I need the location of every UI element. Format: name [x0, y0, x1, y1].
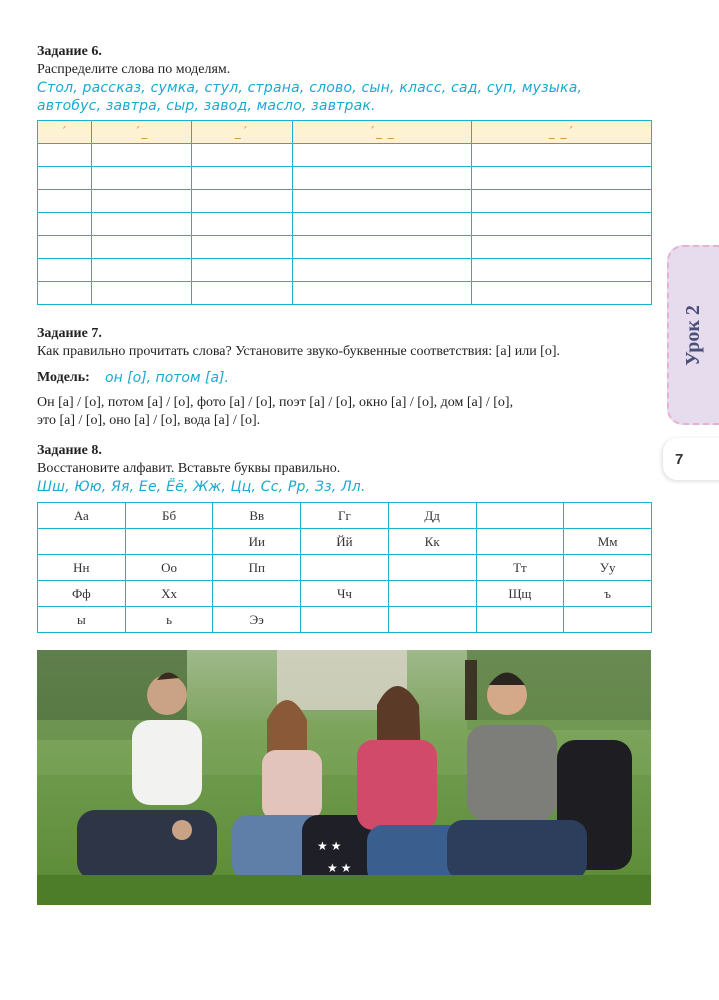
alphabet-cell[interactable] — [301, 607, 389, 633]
blank-cell[interactable] — [472, 190, 652, 213]
blank-cell[interactable] — [292, 259, 472, 282]
alphabet-cell[interactable] — [564, 503, 652, 529]
task6-title: Задание 6. — [37, 44, 102, 59]
page-number: 7 — [675, 450, 684, 468]
blank-cell[interactable] — [91, 190, 191, 213]
alphabet-cell[interactable]: Аа — [38, 503, 126, 529]
alphabet-cell[interactable] — [476, 607, 564, 633]
model-cell — [472, 121, 652, 144]
model-label: ´ — [60, 125, 68, 139]
task7-model-value: он [о], потом [а]. — [105, 370, 229, 386]
alphabet-cell[interactable]: Ии — [213, 529, 301, 555]
alphabet-cell[interactable] — [213, 581, 301, 607]
blank-cell[interactable] — [91, 167, 191, 190]
task7-line1: Он [а] / [о], потом [а] / [о], фото [а] / [о], поэт [а] / [о], окно [а] / [о], дом [а] / [о], — [37, 395, 514, 410]
blank-cell[interactable] — [192, 213, 292, 236]
task6-words-line1: Стол, рассказ, сумка, стул, страна, слово, сын, класс, сад, суп, музыка, — [37, 80, 583, 96]
alphabet-cell[interactable]: ы — [38, 607, 126, 633]
model-cell — [91, 121, 191, 144]
blank-cell[interactable] — [292, 144, 472, 167]
table-row — [38, 529, 652, 555]
model-cell — [192, 121, 292, 144]
task8-letters: Шш, Юю, Яя, Ее, Ёё, Жж, Цц, Сс, Рр, Зз, Лл. — [37, 479, 366, 495]
table-row — [38, 259, 652, 282]
alphabet-cell[interactable]: Тт — [476, 555, 564, 581]
task6-words-line2: автобус, завтра, сыр, завод, масло, завтрак. — [37, 98, 376, 114]
model-label: _ _´ — [548, 125, 575, 139]
alphabet-cell[interactable]: Уу — [564, 555, 652, 581]
alphabet-cell[interactable] — [301, 555, 389, 581]
blank-cell[interactable] — [38, 213, 92, 236]
alphabet-cell[interactable]: ъ — [564, 581, 652, 607]
alphabet-cell[interactable]: Оо — [125, 555, 213, 581]
alphabet-cell[interactable] — [476, 503, 564, 529]
table-row — [38, 282, 652, 305]
page-number-tab — [663, 438, 719, 480]
blank-cell[interactable] — [192, 190, 292, 213]
task6-instruction: Распределите слова по моделям. — [37, 62, 231, 77]
table-row — [38, 167, 652, 190]
alphabet-cell[interactable] — [388, 581, 476, 607]
alphabet-cell[interactable] — [38, 529, 126, 555]
blank-cell[interactable] — [192, 282, 292, 305]
blank-cell[interactable] — [472, 282, 652, 305]
alphabet-cell[interactable] — [125, 529, 213, 555]
alphabet-cell[interactable]: Чч — [301, 581, 389, 607]
blank-cell[interactable] — [472, 259, 652, 282]
task7-title: Задание 7. — [37, 326, 102, 341]
blank-cell[interactable] — [292, 167, 472, 190]
alphabet-cell[interactable]: Йй — [301, 529, 389, 555]
students-photo — [37, 650, 651, 905]
blank-cell[interactable] — [192, 144, 292, 167]
alphabet-cell[interactable] — [564, 607, 652, 633]
model-label: ´_ _ — [368, 125, 395, 139]
alphabet-cell[interactable] — [476, 529, 564, 555]
task6-header-row — [38, 121, 652, 144]
blank-cell[interactable] — [292, 190, 472, 213]
alphabet-cell[interactable]: Хх — [125, 581, 213, 607]
table-row — [38, 607, 652, 633]
blank-cell[interactable] — [91, 236, 191, 259]
blank-cell[interactable] — [38, 144, 92, 167]
task6-table — [37, 120, 652, 305]
alphabet-cell[interactable]: Вв — [213, 503, 301, 529]
alphabet-cell[interactable]: Кк — [388, 529, 476, 555]
blank-cell[interactable] — [292, 213, 472, 236]
blank-cell[interactable] — [91, 144, 191, 167]
model-label: _´ — [234, 125, 249, 139]
blank-cell[interactable] — [38, 190, 92, 213]
task7-model-label: Модель: — [37, 370, 90, 385]
alphabet-cell[interactable]: Гг — [301, 503, 389, 529]
task7-line2: это [а] / [о], оно [а] / [о], вода [а] / [о]. — [37, 413, 261, 428]
blank-cell[interactable] — [472, 213, 652, 236]
alphabet-cell[interactable]: Дд — [388, 503, 476, 529]
table-row — [38, 555, 652, 581]
blank-cell[interactable] — [38, 167, 92, 190]
alphabet-cell[interactable]: Пп — [213, 555, 301, 581]
svg-text:★ ★: ★ ★ — [317, 839, 342, 853]
blank-cell[interactable] — [192, 167, 292, 190]
table-row — [38, 503, 652, 529]
alphabet-cell[interactable]: Фф — [38, 581, 126, 607]
blank-cell[interactable] — [192, 259, 292, 282]
blank-cell[interactable] — [192, 236, 292, 259]
alphabet-cell[interactable] — [388, 555, 476, 581]
table-row — [38, 236, 652, 259]
alphabet-table — [37, 502, 652, 633]
blank-cell[interactable] — [292, 282, 472, 305]
blank-cell[interactable] — [38, 282, 92, 305]
model-cell — [292, 121, 472, 144]
blank-cell[interactable] — [472, 167, 652, 190]
alphabet-cell[interactable]: Щщ — [476, 581, 564, 607]
blank-cell[interactable] — [91, 259, 191, 282]
svg-text:★ ★: ★ ★ — [327, 861, 352, 875]
blank-cell[interactable] — [472, 144, 652, 167]
task7-instruction: Как правильно прочитать слова? Установите звуко-буквенные соответствия: [а] или [о]. — [37, 344, 561, 359]
alphabet-cell[interactable] — [388, 607, 476, 633]
blank-cell[interactable] — [91, 282, 191, 305]
lesson-side-tab-label-wrap — [667, 245, 719, 425]
task8-title: Задание 8. — [37, 443, 102, 458]
blank-cell[interactable] — [292, 236, 472, 259]
table-row — [38, 190, 652, 213]
alphabet-cell[interactable]: Мм — [564, 529, 652, 555]
blank-cell[interactable] — [38, 259, 92, 282]
alphabet-cell[interactable]: ь — [125, 607, 213, 633]
table-row — [38, 581, 652, 607]
lesson-label: Урок 2 — [681, 304, 704, 366]
alphabet-cell[interactable]: Ээ — [213, 607, 301, 633]
task8-instruction: Восстановите алфавит. Вставьте буквы правильно. — [37, 461, 341, 476]
blank-cell[interactable] — [91, 213, 191, 236]
blank-cell[interactable] — [472, 236, 652, 259]
alphabet-cell[interactable]: Бб — [125, 503, 213, 529]
alphabet-cell[interactable]: Нн — [38, 555, 126, 581]
model-cell — [38, 121, 92, 144]
table-row — [38, 213, 652, 236]
blank-cell[interactable] — [38, 236, 92, 259]
table-row — [38, 144, 652, 167]
model-label: ´_ — [134, 125, 149, 139]
students-photo-illustration — [37, 650, 651, 905]
